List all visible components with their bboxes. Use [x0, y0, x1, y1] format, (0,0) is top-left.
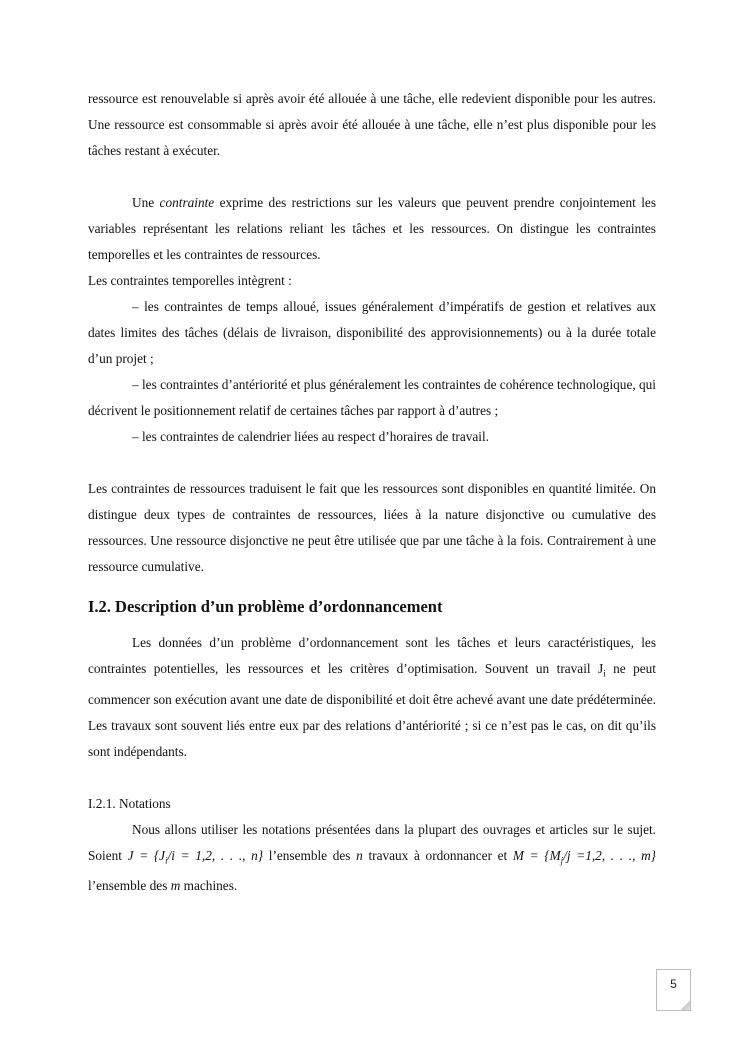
math-set-j-range: /i = 1,2, . . ., n}: [167, 847, 264, 863]
math-n: n: [356, 847, 363, 863]
text-run: Une: [132, 195, 160, 210]
text-run: ne peut commencer son exécution avant une date de disponibilité et doit être achevé avant une date prédéterminée. Les travaux sont souvent liés entre eux par des relations d’antériorité ; si ce n’est pas le cas, on dit qu’ils sont indépendants.: [88, 661, 656, 759]
text-run: machines.: [180, 878, 238, 894]
temporal-constraint-item: – les contraintes de calendrier liées au respect d’horaires de travail.: [132, 429, 490, 444]
paragraph-constraint-definition: [88, 190, 656, 268]
math-m: m: [170, 878, 181, 894]
text-run: Nous allons utiliser les notations présentées dans la plupart des ouvrages et articles sur le sujet. Soient: [88, 821, 656, 863]
paragraph-notations: [88, 817, 656, 900]
page-number-box: [656, 969, 691, 1011]
paragraph-renewable-resource: ressource est renouvelable si après avoir été allouée à une tâche, elle redevient disponible pour les autres. Une ressource est consommable si après avoir été allouée à une tâche, elle n’est plus disponible pour les tâches restant à exécuter.: [88, 91, 656, 158]
section-heading: I.2. Description d’un problème d’ordonnancement: [88, 597, 443, 616]
subscript: i: [165, 855, 168, 866]
term-contrainte: contrainte: [159, 195, 215, 210]
text-run: l’ensemble des: [263, 847, 357, 863]
document-body: [88, 86, 656, 899]
math-set-m: M = {M: [512, 847, 561, 863]
paragraph-resource-constraints: Les contraintes de ressources traduisent le fait que les ressources sont disponibles en quantité limitée. On distingue deux types de contraintes de ressources, liées à la nature disjonctive ou cumulative des ressources. Une ressource disjonctive ne peut être utilisée que par une tâche à la fois. Contrairement à une ressource cumulative.: [88, 481, 656, 574]
page-curl-decoration: [681, 1001, 690, 1010]
temporal-constraint-item: – les contraintes d’antériorité et plus généralement les contraintes de cohérence technologique, qui décrivent le positionnement relatif de certaines tâches par rapport à d’autres ;: [88, 377, 656, 418]
subscript: j: [560, 855, 564, 866]
temporal-constraint-item: – les contraintes de temps alloué, issues généralement d’impératifs de gestion et relatives aux dates limites des tâches (délais de livraison, disponibilité des approvisionnements) ou à la durée totale d’un projet ;: [88, 299, 656, 366]
text-run: Les données d’un problème d’ordonnancement sont les tâches et leurs caractéristiques, les contraintes potentielles, les ressources et les critères d’optimisation. Souvent un travail J: [88, 635, 656, 676]
page-number: 5: [670, 977, 677, 991]
paragraph-scheduling-problem: [88, 630, 656, 765]
math-set-j: J = {J: [127, 847, 166, 863]
text-run: exprime des restrictions sur les valeurs que peuvent prendre conjointement les variables représentant les relations reliant les tâches et les ressources. On distingue les contraintes temporelles et les contraintes de ressources.: [88, 195, 656, 262]
subscript: i: [603, 668, 606, 679]
text-run: travaux à ordonnancer et: [362, 847, 513, 863]
subsection-heading: I.2.1. Notations: [88, 795, 171, 811]
text-run: l’ensemble des: [88, 878, 171, 894]
math-set-m-range: /j =1,2, . . ., m}: [563, 847, 656, 863]
temporal-constraints-intro: Les contraintes temporelles intègrent :: [88, 273, 292, 288]
